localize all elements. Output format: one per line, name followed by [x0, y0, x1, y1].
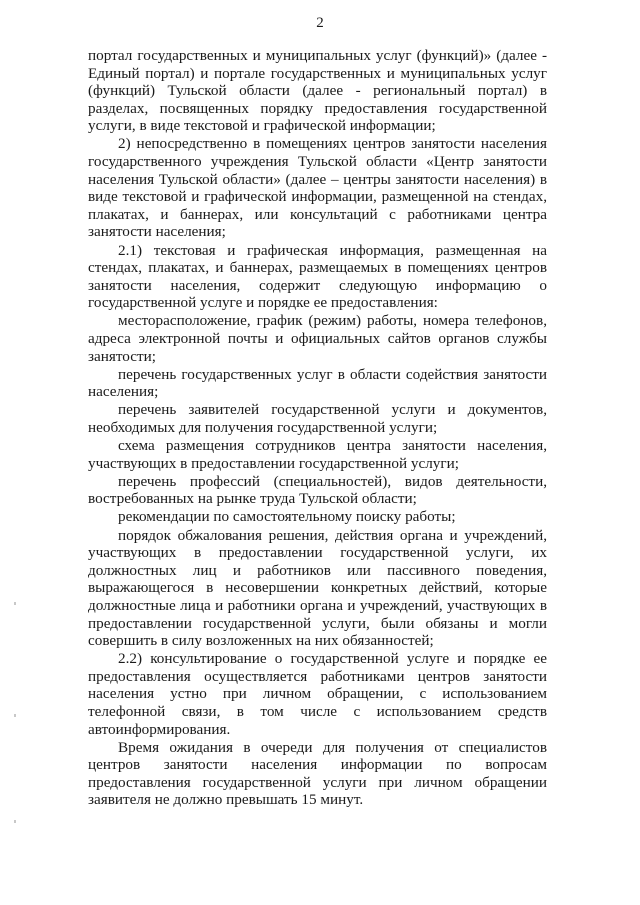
paragraph-services-list: перечень государственных услуг в области содействия занятости населения; [88, 365, 547, 401]
paragraph-appeal-procedure: порядок обжалования решения, действия органа и учреждений, участвующих в предоставлении государственной услуги, их должностных лиц и работников или пассивного поведения, выражающегося в несовершении конкретных действий, которые должностные лица и работники органа и учреждений, участвующих в предоставлении государственной услуги, были обязаны и могли совершить в силу возложенных на них обязанностей; [88, 526, 547, 650]
paragraph-item-2-1: 2.1) текстовая и графическая информация, размещенная на стендах, плакатах, и баннерах, размещаемых в помещениях центров занятости населения, содержит следующую информацию о государственной услуге и порядке ее предоставления: [88, 241, 547, 312]
paragraph-job-search-tips: рекомендации по самостоятельному поиску работы; [118, 508, 456, 526]
paragraph-staff-layout: схема размещения сотрудников центра занятости населения, участвующих в предоставлении государственной услуги; [88, 437, 547, 472]
paragraph-location-info: месторасположение, график (режим) работы, номера телефонов, адреса электронной почты и официальных сайтов органов службы занятости; [88, 312, 547, 365]
paragraph-waiting-time: Время ожидания в очереди для получения от специалистов центров занятости населения информации по вопросам предоставления государственной услуги при личном обращении заявителя не должно превышать 15 минут. [88, 738, 547, 809]
scan-margin-mark [14, 602, 16, 605]
paragraph-item-2: 2) непосредственно в помещениях центров занятости населения государственного учреждения Тульской области «Центр занятости населения Тульской области» (далее – центры занятости населения) в виде текстовой и графической информации, размещенной на стендах, плакатах, и баннерах, или консультаций с работниками центра занятости населения; [88, 135, 547, 241]
paragraph-professions-list: перечень профессий (специальностей), видов деятельности, востребованных на рынке труда Тульской области; [88, 472, 547, 508]
paragraph-applicants-list: перечень заявителей государственной услуги и документов, необходимых для получения государственной услуги; [88, 401, 547, 436]
paragraph-continuation: портал государственных и муниципальных услуг (функций)» (далее - Единый портал) и портале государственных и муниципальных услуг (функций) Тульской области (далее - региональный портал) в разделах, посвященных порядку предоставления государственной услуги, в виде текстовой и графической информации; [88, 47, 547, 135]
document-body [88, 47, 547, 809]
paragraph-item-2-2: 2.2) консультирование о государственной услуге и порядке ее предоставления осуществляется работниками центров занятости населения устно при личном обращении, с использованием телефонной связи, в том числе с использованием средств автоинформирования. [88, 650, 547, 738]
scan-margin-mark [14, 714, 16, 717]
page-number: 2 [316, 15, 324, 31]
scan-margin-mark [14, 820, 16, 823]
